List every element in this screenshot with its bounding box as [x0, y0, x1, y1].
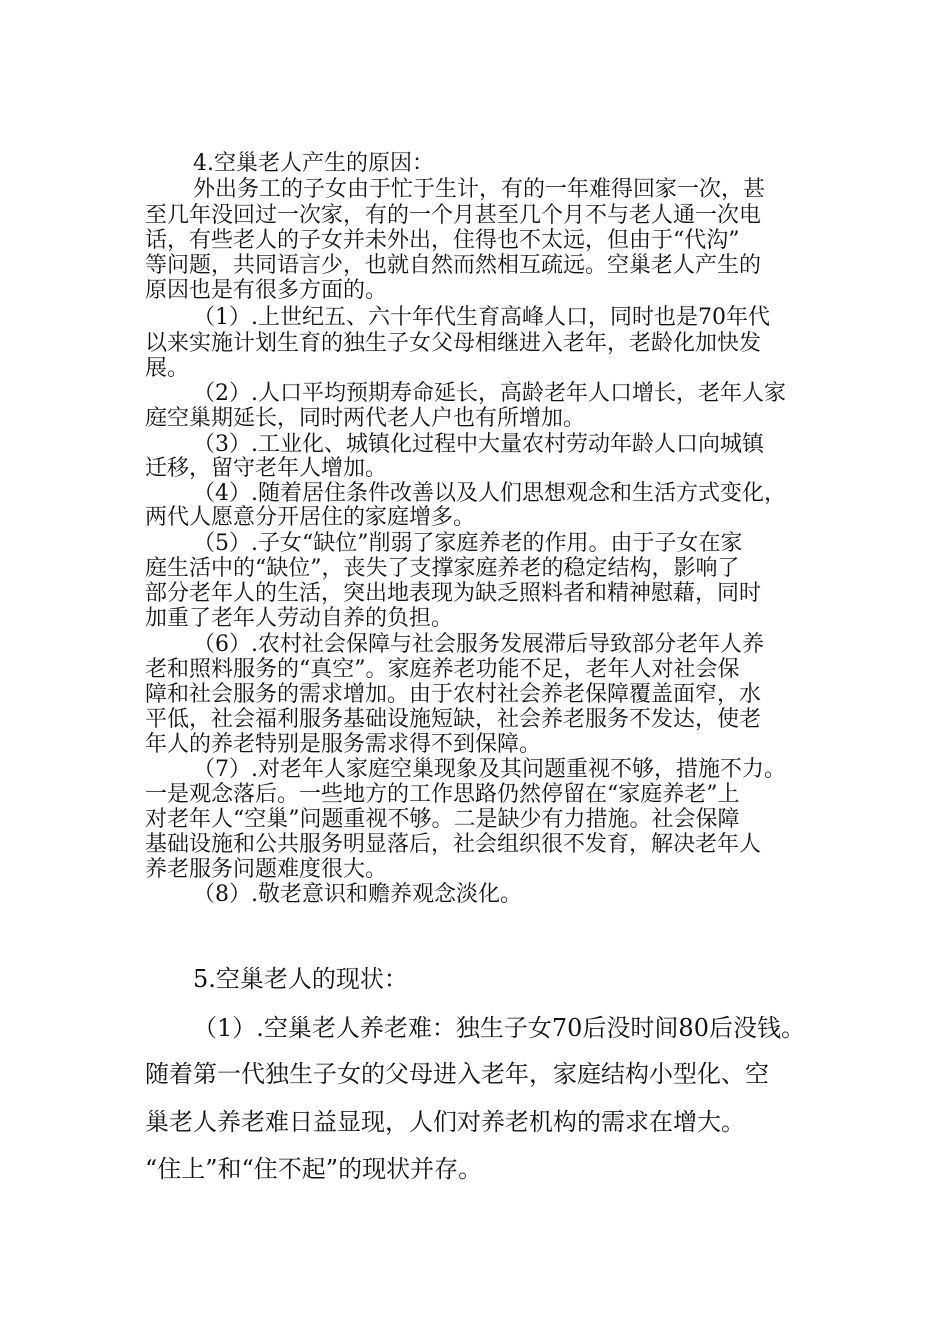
section4-item4-line-1: （4）.随着居住条件改善以及人们思想观念和生活方式变化，: [193, 481, 786, 506]
section4-item2-line-1: （2）.人口平均预期寿命延长，高龄老年人口增长，老年人家: [193, 381, 786, 406]
section4-item2-line-2: 庭空巢期延长，同时两代老人户也有所增加。: [145, 406, 586, 431]
section5-item1-line-2: 随着第一代独生子女的父母进入老年，家庭结构小型化、空: [145, 1060, 769, 1088]
section4-item4-line-2: 两代人愿意分开居住的家庭增多。: [145, 505, 476, 530]
section4-heading: 4.空巢老人产生的原因：: [193, 151, 434, 176]
section4-item7-line-3: 对老年人“空巢”问题重视不够。二是缺少有力措施。社会保障: [145, 807, 740, 832]
section4-item1-line-2: 以来实施计划生育的独生子女父母相继进入老年，老龄化加快发: [145, 331, 762, 356]
section5-heading: 5.空巢老人的现状：: [193, 965, 408, 993]
section4-item1-line-1: （1）.上世纪五、六十年代生育高峰人口，同时也是70年代: [193, 305, 770, 330]
section4-intro-line-4: 等问题，共同语言少，也就自然而然相互疏远。空巢老人产生的: [145, 253, 762, 278]
section4-item6-line-2: 老和照料服务的“真空”。家庭养老功能不足，老年人对社会保: [145, 657, 740, 682]
section4-intro-line-1: 外出务工的子女由于忙于生计，有的一年难得回家一次，甚: [193, 177, 766, 202]
section4-item3-line-2: 迁移，留守老年人增加。: [145, 456, 388, 481]
section4-intro-line-5: 原因也是有很多方面的。: [145, 278, 388, 303]
section4-item7-line-4: 基础设施和公共服务明显落后，社会组织很不发育，解决老年人: [145, 832, 762, 857]
section4-item5-line-3: 部分老年人的生活，突出地表现为缺乏照料者和精神慰藉，同时: [145, 581, 762, 606]
section5-item1-line-3: 巢老人养老难日益显现，人们对养老机构的需求在增大。: [145, 1108, 745, 1136]
section4-item7-line-1: （7）.对老年人家庭空巢现象及其问题重视不够，措施不力。: [193, 757, 786, 782]
section4-intro-line-3: 话，有些老人的子女并未外出，住得也不太远，但由于“代沟”: [145, 228, 740, 253]
section4-item1-line-3: 展。: [145, 356, 190, 381]
section4-item6-line-5: 年人的养老特别是服务需求得不到保障。: [145, 732, 542, 757]
section4-intro-line-2: 至几年没回过一次家，有的一个月甚至几个月不与老人通一次电: [145, 203, 762, 228]
section4-item3-line-1: （3）.工业化、城镇化过程中大量农村劳动年龄人口向城镇: [193, 432, 764, 457]
section4-item6-line-3: 障和社会服务的需求增加。由于农村社会养老保障覆盖面窄，水: [145, 682, 762, 707]
section4-item8: （8）.敬老意识和赡养观念淡化。: [193, 882, 522, 907]
section4-item6-line-1: （6）.农村社会保障与社会服务发展滞后导致部分老年人养: [193, 632, 764, 657]
section4-item7-line-5: 养老服务问题难度很大。: [145, 857, 388, 882]
section4-item7-line-2: 一是观念落后。一些地方的工作思路仍然停留在“家庭养老”上: [145, 782, 740, 807]
section4-item5-line-1: （5）.子女“缺位”削弱了家庭养老的作用。由于子女在家: [193, 531, 743, 556]
section4-item6-line-4: 平低，社会福利服务基础设施短缺，社会养老服务不发达，使老: [145, 707, 762, 732]
section4-item5-line-2: 庭生活中的“缺位”，丧失了支撑家庭养老的稳定结构，影响了: [145, 556, 740, 581]
section4-item5-line-4: 加重了老年人劳动自养的负担。: [145, 606, 454, 631]
section5-item1-line-4: “住上”和“住不起”的现状并存。: [145, 1155, 483, 1183]
section5-item1-line-1: （1）.空巢老人养老难：独生子女70后没时间80后没钱。: [193, 1014, 805, 1042]
